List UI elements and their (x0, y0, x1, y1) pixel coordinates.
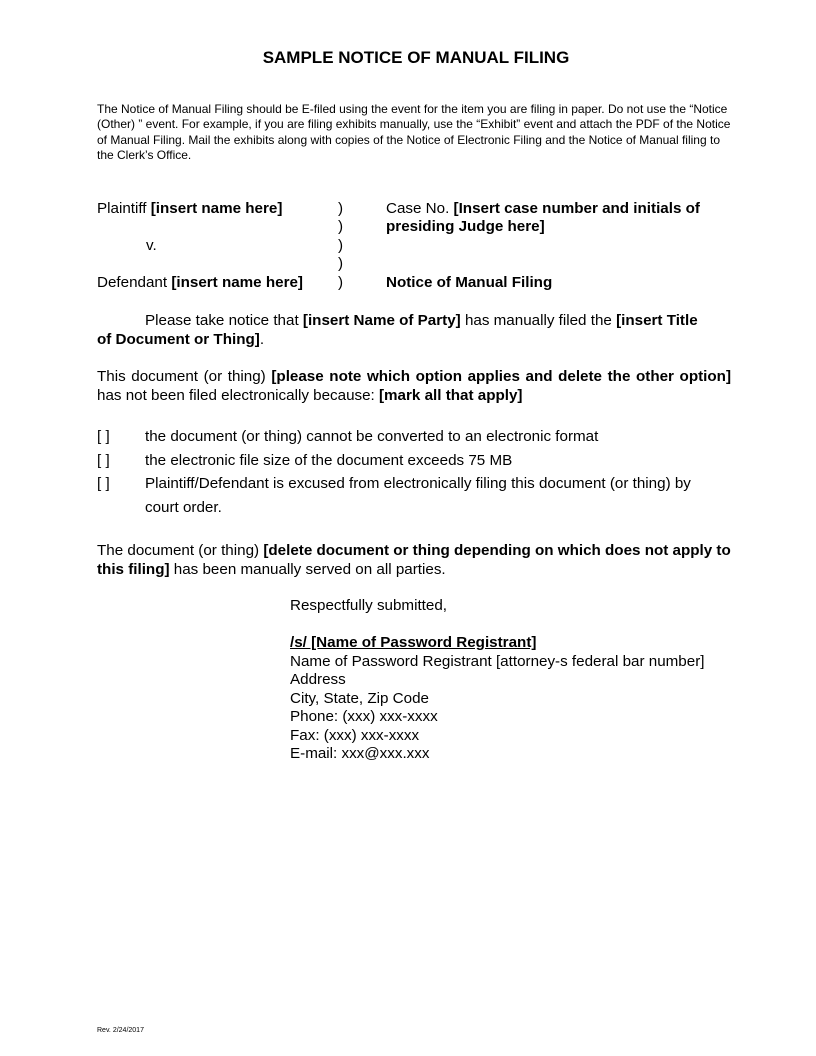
defendant-placeholder: [insert name here] (171, 274, 303, 291)
revision-date: Rev. 2/24/2017 (97, 1027, 144, 1034)
notice-heading: Notice of Manual Filing (386, 274, 553, 291)
caption-paren: ) (338, 255, 344, 272)
title-placeholder: [insert Title (616, 312, 698, 329)
party-placeholder: [insert Name of Party] (302, 312, 461, 329)
caption-paren: ) (338, 237, 344, 254)
service-paragraph: The document (or thing) [delete document or thing depending on which does not apply to this filing] has been manually served on all parties. (97, 542, 731, 578)
reason-paragraph: This document (or thing) [please note which option applies and delete the other option] has not been filed electronically because: [mark all that apply] (97, 368, 732, 404)
notice-paragraph: Please take notice that [insert Name of Party] has manually filed the [insert Title of Document or Thing]. (97, 312, 698, 348)
checkbox-1[interactable]: [ ] (97, 428, 110, 445)
case-number-placeholder: [Insert case number and initials of (453, 200, 700, 217)
closing: Respectfully submitted, (290, 597, 448, 614)
document-title: SAMPLE NOTICE OF MANUAL FILING (262, 48, 570, 67)
caption-paren: ) (338, 200, 344, 217)
checkbox-2[interactable]: [ ] (97, 452, 110, 469)
registrant-name: Name of Password Registrant [attorney-s federal bar number] (290, 653, 705, 670)
fax: Fax: (xxx) xxx-xxxx (290, 727, 420, 744)
checkbox-label-2: the electronic file size of the document exceeds 75 MB (145, 452, 513, 469)
address: Address (290, 671, 346, 688)
option-placeholder: [please note which option applies and delete the other option] (271, 368, 732, 385)
service-placeholder: [delete document or thing depending on which does not apply to this filing] (97, 542, 731, 578)
plaintiff-label: Plaintiff (97, 200, 151, 217)
intro-instructions: The Notice of Manual Filing should be E-filed using the event for the item you are filing in paper. Do not use the “Notice (Other) ” event. For example, if you are filing exhibits manually, use the “Exhibit” event and attach the PDF of the Notice of Manual Filing. Mail the exhibits along with copies of the Notice of Electronic Filing and the Notice of Manual filing to the Clerk’s Office. (97, 102, 731, 162)
checkbox-3[interactable]: [ ] (97, 475, 110, 492)
phone: Phone: (xxx) xxx-xxxx (290, 708, 438, 725)
versus-label: v. (146, 237, 157, 254)
mark-placeholder: [mark all that apply] (379, 387, 523, 404)
checkbox-label-1: the document (or thing) cannot be converted to an electronic format (145, 428, 599, 445)
plaintiff-line (97, 199, 282, 218)
title-placeholder-cont: of Document or Thing] (97, 331, 260, 348)
judge-placeholder: presiding Judge here] (386, 218, 545, 235)
defendant-line (97, 273, 303, 292)
email: E-mail: xxx@xxx.xxx (290, 745, 430, 762)
defendant-label: Defendant (97, 274, 172, 291)
checkbox-label-3-cont: court order. (145, 499, 222, 516)
plaintiff-placeholder: [insert name here] (150, 200, 283, 217)
case-number-label: Case No. (386, 200, 454, 217)
caption-paren: ) (338, 274, 344, 291)
caption-paren: ) (338, 218, 344, 235)
case-number-line (386, 199, 700, 218)
checkbox-label-3: Plaintiff/Defendant is excused from electronically filing this document (or thing) by (145, 475, 691, 492)
signature-line: /s/ [Name of Password Registrant] (290, 634, 537, 651)
city-state-zip: City, State, Zip Code (290, 690, 429, 707)
